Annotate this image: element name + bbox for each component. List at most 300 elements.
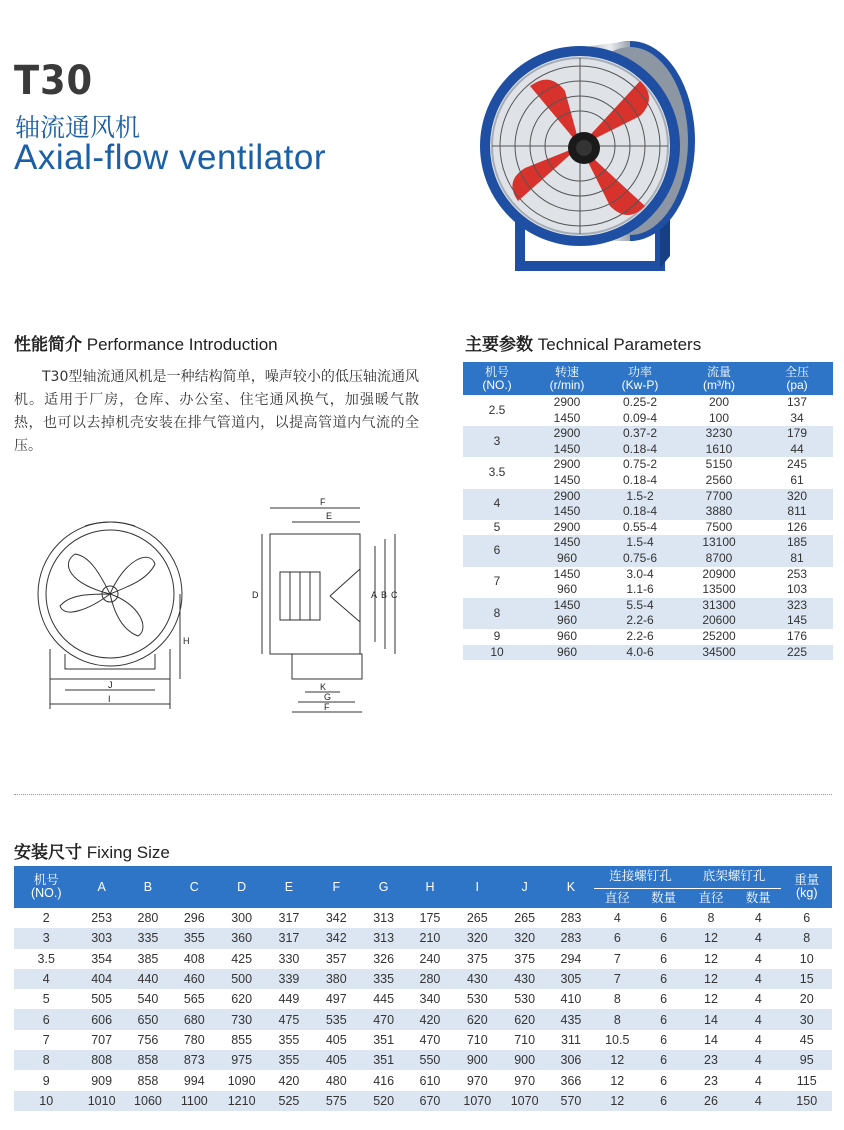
table-cell: 460 xyxy=(171,969,217,989)
table-cell: 0.18-4 xyxy=(622,472,658,487)
table-cell: 61 xyxy=(790,472,804,487)
table-cell: 405 xyxy=(312,1050,360,1070)
col-header-quantity: 数量 xyxy=(640,888,686,908)
table-cell: 23 xyxy=(704,1073,718,1088)
dim-label: I xyxy=(108,694,111,704)
table-row xyxy=(463,598,833,614)
table-cell: 4 xyxy=(735,969,781,989)
table-cell: 680 xyxy=(171,1009,217,1029)
table-cell: 1450 xyxy=(553,410,581,425)
table-row xyxy=(14,1050,832,1070)
table-cell: 342 xyxy=(325,911,347,926)
technical-parameters-table xyxy=(463,362,833,660)
table-cell: 5150 xyxy=(705,457,733,472)
table-cell: 8 xyxy=(613,992,621,1007)
table-cell: 335 xyxy=(360,969,406,989)
table-cell: 756 xyxy=(137,1032,159,1047)
table-cell: 970 xyxy=(514,1073,536,1088)
table-row xyxy=(463,520,833,536)
table-cell: 8 xyxy=(594,1009,640,1029)
table-cell: 975 xyxy=(217,1050,265,1070)
table-cell: 306 xyxy=(548,1050,594,1070)
table-cell: 1450 xyxy=(531,504,603,520)
col-header-en: (NO.) xyxy=(482,377,512,392)
table-cell: 2.2-6 xyxy=(626,628,654,643)
table-cell: 12 xyxy=(610,1073,625,1088)
table-cell: 45 xyxy=(799,1032,814,1047)
table-cell: 339 xyxy=(266,969,312,989)
cell-no: 10 xyxy=(463,645,531,661)
table-cell: 300 xyxy=(231,911,253,926)
col-header-f: F xyxy=(312,866,360,908)
dim-label: K xyxy=(320,682,327,692)
table-cell: 245 xyxy=(786,457,808,472)
table-cell: 1060 xyxy=(125,1091,171,1111)
table-cell: 6 xyxy=(640,1009,686,1029)
cell-no: 6 xyxy=(463,535,531,566)
table-cell: 12 xyxy=(687,969,735,989)
col-header-cn: 转速 xyxy=(554,364,579,379)
table-cell: 2900 xyxy=(553,519,581,534)
table-cell: 1.5-4 xyxy=(603,535,677,551)
table-cell: 8 xyxy=(14,1050,78,1070)
table-cell: 4 xyxy=(754,911,762,926)
table-cell: 6 xyxy=(660,911,668,926)
table-cell: 7 xyxy=(42,1032,50,1047)
table-cell: 710 xyxy=(466,1032,488,1047)
table-cell: 7 xyxy=(613,951,621,966)
col-header-cn: 全压 xyxy=(784,364,809,379)
col-header-diameter: 直径 xyxy=(687,888,735,908)
technical-heading-en: Technical Parameters xyxy=(537,335,702,354)
table-cell: 470 xyxy=(419,1032,441,1047)
section-divider xyxy=(14,794,832,795)
table-cell: 435 xyxy=(548,1009,594,1029)
table-cell: 313 xyxy=(373,911,395,926)
table-cell: 9 xyxy=(42,1073,50,1088)
table-cell: 179 xyxy=(761,426,833,442)
table-cell: 6 xyxy=(640,969,686,989)
table-cell: 530 xyxy=(514,992,536,1007)
table-cell: 225 xyxy=(761,645,833,661)
table-cell: 497 xyxy=(325,992,347,1007)
col-header-e: E xyxy=(266,866,312,908)
table-cell: 12 xyxy=(704,951,718,966)
table-cell: 380 xyxy=(312,969,360,989)
table-cell: 873 xyxy=(171,1050,217,1070)
table-cell: 6 xyxy=(660,1032,668,1047)
table-cell: 858 xyxy=(137,1073,159,1088)
table-cell: 103 xyxy=(786,582,808,597)
table-cell: 2.2-6 xyxy=(603,613,677,629)
col-header-no xyxy=(463,362,531,395)
cell-no: 3.5 xyxy=(488,465,506,480)
performance-heading-en: Performance Introduction xyxy=(86,335,278,354)
dim-label: B xyxy=(381,590,388,600)
table-cell: 5 xyxy=(42,992,50,1007)
table-row xyxy=(14,1030,832,1050)
table-cell: 4 xyxy=(754,992,762,1007)
table-cell: 620 xyxy=(453,1009,501,1029)
table-cell: 10.5 xyxy=(605,1032,630,1047)
table-cell: 0.75-2 xyxy=(622,457,658,472)
col-header-weight xyxy=(781,866,832,908)
table-cell: 525 xyxy=(266,1091,312,1111)
table-cell: 280 xyxy=(137,911,159,926)
table-cell: 2900 xyxy=(531,426,603,442)
table-cell: 4 xyxy=(754,1032,762,1047)
col-header-flow xyxy=(677,362,761,395)
table-cell: 145 xyxy=(761,613,833,629)
table-cell: 3.5 xyxy=(37,951,55,966)
table-cell: 3.0-4 xyxy=(626,566,654,581)
model-number: T30 xyxy=(14,58,94,104)
table-cell: 4 xyxy=(754,1073,762,1088)
table-cell: 707 xyxy=(91,1032,113,1047)
table-cell: 355 xyxy=(278,1032,300,1047)
table-cell: 6 xyxy=(640,1091,686,1111)
table-cell: 137 xyxy=(786,395,808,409)
table-cell: 650 xyxy=(125,1009,171,1029)
table-cell: 126 xyxy=(786,519,808,534)
table-row xyxy=(14,969,832,989)
table-cell: 10 xyxy=(14,1091,78,1111)
table-cell: 780 xyxy=(183,1032,205,1047)
table-cell: 351 xyxy=(360,1050,406,1070)
table-cell: 6 xyxy=(640,928,686,948)
table-row xyxy=(14,908,832,928)
table-cell: 185 xyxy=(761,535,833,551)
table-cell: 320 xyxy=(453,928,501,948)
table-cell: 320 xyxy=(761,489,833,505)
col-header-diameter: 直径 xyxy=(594,888,640,908)
fixing-size-table xyxy=(14,866,832,1111)
table-cell: 994 xyxy=(183,1073,205,1088)
table-cell: 0.18-4 xyxy=(603,442,677,458)
table-cell: 6 xyxy=(660,951,668,966)
title-chinese: 轴流通风机 xyxy=(15,113,141,142)
table-cell: 210 xyxy=(407,928,453,948)
table-cell: 570 xyxy=(548,1091,594,1111)
col-header-a: A xyxy=(78,866,124,908)
table-cell: 13100 xyxy=(677,535,761,551)
table-cell: 283 xyxy=(560,911,582,926)
table-cell: 340 xyxy=(419,992,441,1007)
col-header-en: (Kw-P) xyxy=(621,377,659,392)
table-row xyxy=(463,645,833,661)
cell-no: 5 xyxy=(493,519,501,534)
table-cell: 500 xyxy=(217,969,265,989)
table-cell: 253 xyxy=(91,911,113,926)
dim-label: F xyxy=(320,497,326,507)
fixing-heading xyxy=(14,838,170,863)
table-cell: 326 xyxy=(373,951,395,966)
table-row xyxy=(463,395,833,411)
table-cell: 1610 xyxy=(677,442,761,458)
table-cell: 4 xyxy=(735,1091,781,1111)
table-cell: 20900 xyxy=(702,566,736,581)
table-cell: 0.18-4 xyxy=(603,504,677,520)
table-cell: 313 xyxy=(360,928,406,948)
table-cell: 385 xyxy=(137,951,159,966)
table-cell: 416 xyxy=(373,1073,395,1088)
table-cell: 6 xyxy=(594,928,640,948)
table-cell: 7 xyxy=(594,969,640,989)
table-cell: 620 xyxy=(501,1009,547,1029)
table-cell: 323 xyxy=(761,598,833,614)
table-cell: 6 xyxy=(14,1009,78,1029)
table-cell: 475 xyxy=(266,1009,312,1029)
table-cell: 855 xyxy=(231,1032,253,1047)
table-cell: 4 xyxy=(735,928,781,948)
performance-heading xyxy=(14,330,278,355)
table-cell: 150 xyxy=(781,1091,832,1111)
table-cell: 565 xyxy=(183,992,205,1007)
table-cell: 13500 xyxy=(702,582,736,597)
table-cell: 6 xyxy=(803,911,811,926)
table-cell: 335 xyxy=(125,928,171,948)
cell-no: 7 xyxy=(493,574,501,589)
col-header-g: G xyxy=(360,866,406,908)
col-header-i: I xyxy=(453,866,501,908)
table-cell: 811 xyxy=(761,504,833,520)
col-header-power xyxy=(603,362,677,395)
table-cell: 960 xyxy=(556,628,578,643)
table-cell: 670 xyxy=(407,1091,453,1111)
table-row xyxy=(14,1070,832,1090)
table-cell: 355 xyxy=(266,1050,312,1070)
table-cell: 425 xyxy=(231,951,253,966)
table-cell: 540 xyxy=(137,992,159,1007)
table-cell: 6 xyxy=(640,1050,686,1070)
table-cell: 7700 xyxy=(677,489,761,505)
col-header-cn: 重量 xyxy=(794,873,820,887)
table-cell: 620 xyxy=(231,992,253,1007)
table-cell: 26 xyxy=(687,1091,735,1111)
table-cell: 31300 xyxy=(677,598,761,614)
col-header-conn-bolt: 连接螺钉孔 xyxy=(594,866,687,888)
table-cell: 575 xyxy=(312,1091,360,1111)
table-cell: 351 xyxy=(373,1032,395,1047)
table-cell: 535 xyxy=(312,1009,360,1029)
table-cell: 4.0-6 xyxy=(603,645,677,661)
table-cell: 440 xyxy=(125,969,171,989)
col-header-speed xyxy=(531,362,603,395)
table-cell: 408 xyxy=(183,951,205,966)
table-cell: 296 xyxy=(183,911,205,926)
table-cell: 404 xyxy=(78,969,124,989)
table-cell: 3 xyxy=(14,928,78,948)
table-cell: 0.75-6 xyxy=(603,551,677,567)
table-cell: 15 xyxy=(781,969,832,989)
table-cell: 7500 xyxy=(705,519,733,534)
table-cell: 14 xyxy=(704,1032,718,1047)
table-cell: 0.55-4 xyxy=(622,519,658,534)
table-cell: 960 xyxy=(556,582,578,597)
table-cell: 405 xyxy=(325,1032,347,1047)
table-cell: 265 xyxy=(514,911,536,926)
col-header-h: H xyxy=(407,866,453,908)
table-cell: 200 xyxy=(708,395,730,409)
table-cell: 283 xyxy=(548,928,594,948)
fixing-heading-en: Fixing Size xyxy=(86,843,170,862)
fan-product-image xyxy=(480,36,710,286)
table-cell: 3880 xyxy=(677,504,761,520)
table-cell: 25200 xyxy=(702,628,736,643)
col-header-pressure xyxy=(761,362,833,395)
table-cell: 175 xyxy=(419,911,441,926)
table-cell: 1450 xyxy=(531,598,603,614)
table-cell: 1.5-2 xyxy=(603,489,677,505)
table-cell: 430 xyxy=(453,969,501,989)
table-cell: 2 xyxy=(42,911,50,926)
table-cell: 0.09-4 xyxy=(622,410,658,425)
table-cell: 240 xyxy=(419,951,441,966)
table-cell: 320 xyxy=(501,928,547,948)
table-cell: 1090 xyxy=(227,1073,256,1088)
technical-heading xyxy=(465,330,701,355)
fixing-heading-cn: 安装尺寸 xyxy=(14,843,82,863)
dim-label: H xyxy=(183,636,190,646)
table-cell: 8 xyxy=(707,911,715,926)
table-cell: 3230 xyxy=(677,426,761,442)
dim-label: J xyxy=(108,680,113,690)
table-cell: 115 xyxy=(796,1073,817,1088)
table-row xyxy=(463,629,833,645)
col-header-cn: 流量 xyxy=(706,364,731,379)
table-cell: 0.25-2 xyxy=(622,395,658,409)
col-header-b: B xyxy=(125,866,171,908)
table-cell: 34 xyxy=(790,410,804,425)
table-cell: 4 xyxy=(735,1009,781,1029)
technical-heading-cn: 主要参数 xyxy=(465,335,533,355)
table-cell: 606 xyxy=(78,1009,124,1029)
col-header-cn: 功率 xyxy=(627,364,652,379)
table-cell: 808 xyxy=(78,1050,124,1070)
table-cell: 4 xyxy=(613,911,621,926)
dimension-drawing xyxy=(30,494,420,724)
table-cell: 366 xyxy=(560,1073,582,1088)
table-row xyxy=(14,1091,832,1111)
table-cell: 330 xyxy=(278,951,300,966)
table-cell: 960 xyxy=(531,645,603,661)
table-cell: 10 xyxy=(799,951,814,966)
table-cell: 176 xyxy=(786,628,808,643)
dim-label: F xyxy=(324,702,330,712)
table-cell: 265 xyxy=(466,911,488,926)
table-cell: 420 xyxy=(278,1073,300,1088)
table-cell: 858 xyxy=(125,1050,171,1070)
dim-label: D xyxy=(252,590,259,600)
table-cell: 20 xyxy=(799,992,814,1007)
table-cell: 95 xyxy=(781,1050,832,1070)
table-cell: 6 xyxy=(660,1073,668,1088)
table-cell: 1210 xyxy=(217,1091,265,1111)
table-cell: 253 xyxy=(786,566,808,581)
table-cell: 23 xyxy=(687,1050,735,1070)
table-cell: 354 xyxy=(91,951,113,966)
table-cell: 1010 xyxy=(78,1091,124,1111)
dim-label: G xyxy=(324,692,332,702)
table-cell: 4 xyxy=(735,1050,781,1070)
col-header-en: (NO.) xyxy=(30,886,62,900)
table-cell: 2900 xyxy=(553,395,581,409)
table-cell: 960 xyxy=(531,613,603,629)
title-english: Axial-flow ventilator xyxy=(14,138,326,177)
dim-label: E xyxy=(326,511,333,521)
cell-no: 4 xyxy=(463,489,531,520)
table-cell: 8700 xyxy=(677,551,761,567)
table-cell: 900 xyxy=(501,1050,547,1070)
table-cell: 1450 xyxy=(531,442,603,458)
table-cell: 1450 xyxy=(553,566,581,581)
col-header-quantity: 数量 xyxy=(735,888,781,908)
table-cell: 81 xyxy=(761,551,833,567)
col-header-cn: 机号 xyxy=(33,873,59,887)
table-row xyxy=(14,989,832,1009)
table-cell: 4 xyxy=(754,951,762,966)
table-cell: 420 xyxy=(407,1009,453,1029)
table-cell: 900 xyxy=(453,1050,501,1070)
table-cell: 375 xyxy=(514,951,536,966)
table-row xyxy=(463,567,833,583)
table-cell: 30 xyxy=(781,1009,832,1029)
col-header-cn: 机号 xyxy=(484,364,509,379)
table-cell: 550 xyxy=(407,1050,453,1070)
table-cell: 12 xyxy=(594,1091,640,1111)
table-cell: 34500 xyxy=(677,645,761,661)
table-cell: 1070 xyxy=(453,1091,501,1111)
performance-text: T30型轴流通风机是一种结构简单，噪声较小的低压轴流通风机。适用于厂房，仓库、办公室、住宅通风换气，加强暖气散热，也可以去掉机壳安装在排气管道内，以提高管道内气流的全压。 xyxy=(14,369,419,454)
table-cell: 2560 xyxy=(705,472,733,487)
table-row xyxy=(463,457,833,473)
table-cell: 12 xyxy=(594,1050,640,1070)
table-cell: 100 xyxy=(708,410,730,425)
table-cell: 505 xyxy=(91,992,113,1007)
col-header-no xyxy=(14,866,78,908)
cell-no: 8 xyxy=(463,598,531,629)
col-header-c: C xyxy=(171,866,217,908)
table-cell: 520 xyxy=(360,1091,406,1111)
table-cell: 1070 xyxy=(501,1091,547,1111)
table-cell: 280 xyxy=(407,969,453,989)
table-cell: 12 xyxy=(687,928,735,948)
table-cell: 14 xyxy=(687,1009,735,1029)
table-cell: 445 xyxy=(373,992,395,1007)
dim-label: C xyxy=(391,590,398,600)
table-cell: 970 xyxy=(466,1073,488,1088)
table-cell: 2900 xyxy=(553,457,581,472)
cell-no: 2.5 xyxy=(488,402,506,417)
table-cell: 311 xyxy=(560,1032,581,1047)
table-cell: 44 xyxy=(761,442,833,458)
table-cell: 317 xyxy=(266,928,312,948)
table-cell: 1450 xyxy=(553,472,581,487)
table-cell: 6 xyxy=(660,992,668,1007)
table-cell: 360 xyxy=(217,928,265,948)
col-header-base-bolt: 底架螺钉孔 xyxy=(687,866,782,888)
table-row xyxy=(463,535,833,551)
table-cell: 610 xyxy=(419,1073,441,1088)
col-header-j: J xyxy=(501,866,547,908)
dim-label: A xyxy=(371,590,378,600)
table-cell: 342 xyxy=(312,928,360,948)
table-cell: 305 xyxy=(548,969,594,989)
table-cell: 294 xyxy=(560,951,582,966)
table-cell: 0.37-2 xyxy=(603,426,677,442)
table-cell: 449 xyxy=(278,992,300,1007)
table-cell: 317 xyxy=(278,911,300,926)
